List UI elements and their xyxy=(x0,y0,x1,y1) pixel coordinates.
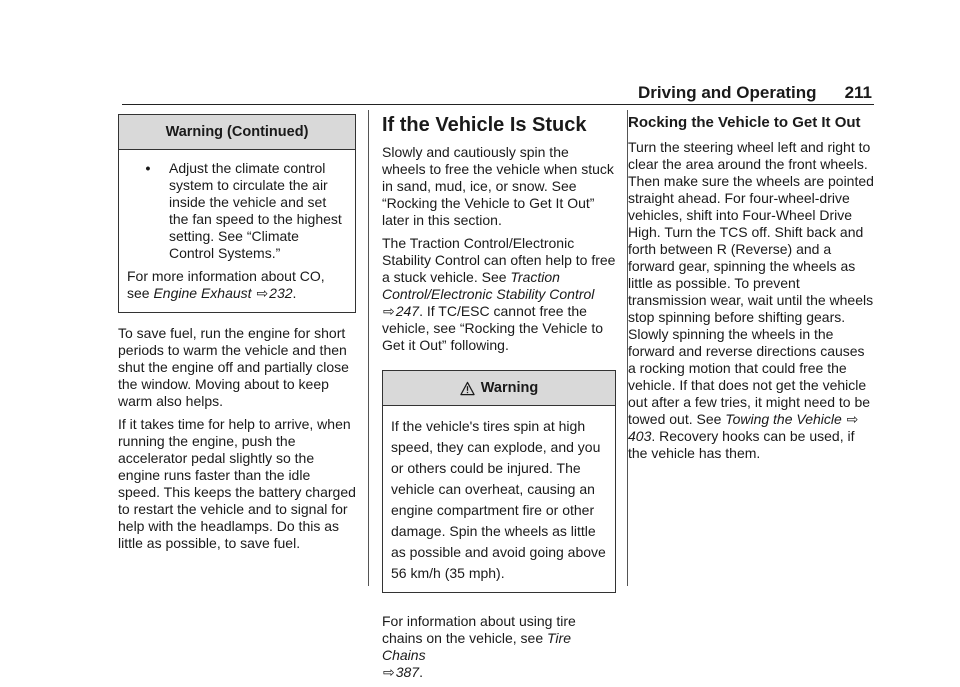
towing-vehicle-link[interactable]: Towing the Vehicle xyxy=(725,411,842,427)
spin-wheels-paragraph: Slowly and cautiously spin the wheels to free the vehicle when stuck in sand, mud, ice, or snow. See “Rocking the Vehicle to Get It Out” later in this section. xyxy=(382,144,614,228)
page-ref-arrow-icon: ⇨ xyxy=(383,664,395,680)
header-rule xyxy=(122,104,874,105)
section-heading-stuck: If the Vehicle Is Stuck xyxy=(382,114,587,136)
traction-control-link[interactable]: Traction Control/Electronic Stability Control xyxy=(382,269,595,302)
section-title: Driving and Operating xyxy=(638,83,817,102)
warning-bullet-item xyxy=(127,160,347,262)
towing-page-ref[interactable]: 403 xyxy=(628,428,652,444)
warning-continued-title: Warning (Continued) xyxy=(119,115,355,150)
rocking-paragraph: Turn the steering wheel left and right to clear the area around the front wheels. Then make sure the wheels are pointed straight ahead. For four-wheel-drive vehicles, shift into Four-Wheel Drive High. Turn the TCS off. Shift back and forth between R (Reverse) and a forward gear, spinning the wheels as little as possible. To prevent transmission wear, wait until the wheels stop spinning before shifting gears. Slowly spinning the wheels in the forward and reverse directions causes a rocking motion that could free the vehicle. If that does not get the vehicle out after a few tries, it might need to be towed out. See Towing the Vehicle ⇨403. Recovery hooks can be used, if the vehicle has them. xyxy=(628,139,874,461)
page-header xyxy=(630,82,872,104)
warning-continued-box xyxy=(118,114,356,313)
traction-page-ref[interactable]: 247 xyxy=(395,303,420,319)
warning-title xyxy=(383,371,615,406)
co-info-paragraph: For more information about CO, see Engine Exhaust ⇨232. xyxy=(127,268,325,301)
help-arrive-paragraph: If it takes time for help to arrive, when running the engine, push the accelerator pedal slightly so the engine runs faster than the idle speed. This keeps the battery charged to restart the vehicle and to signal for help with the headlamps. Do this as little as possible, to save fuel. xyxy=(118,416,356,551)
column-1 xyxy=(118,114,356,558)
column-2 xyxy=(382,114,616,687)
tire-chains-paragraph: For information about using tire chains on the vehicle, see Tire Chains ⇨387. xyxy=(382,613,576,680)
bullet-marker: • xyxy=(145,160,151,176)
column-divider-1 xyxy=(368,110,369,586)
warning-box xyxy=(382,370,616,593)
traction-control-paragraph: The Traction Control/Electronic Stability Control can often help to free a stuck vehicle. See Traction Control/Electronic Stability Control ⇨247. If TC/ESC cannot free the vehicle, see “Rocking the Vehicle to Get it Out” following. xyxy=(382,235,616,353)
section-heading-rocking: Rocking the Vehicle to Get It Out xyxy=(628,114,861,131)
warning-body: If the vehicle's tires spin at high speed, they can explode, and you or others could be injured. The vehicle can overheat, causing an engine compartment fire or other damage. Spin the wheels as little as possible and avoid going above 56 km/h (35 mph). xyxy=(391,418,606,581)
co-page-ref[interactable]: 232 xyxy=(269,285,293,301)
save-fuel-paragraph: To save fuel, run the engine for short periods to warm the vehicle and then shut the engine off and partially close the window. Moving about to keep warm also helps. xyxy=(118,325,349,409)
warning-title-text: Warning xyxy=(480,379,539,396)
tire-chains-page-ref[interactable]: 387 xyxy=(395,664,420,680)
page-number: 211 xyxy=(844,83,872,102)
page-ref-arrow-icon: ⇨ xyxy=(383,303,395,319)
page-ref-arrow-icon: ⇨ xyxy=(256,285,269,301)
page-ref-arrow-icon: ⇨ xyxy=(846,411,859,427)
engine-exhaust-link[interactable]: Engine Exhaust xyxy=(153,285,252,301)
bullet-text: Adjust the climate control system to circulate the air inside the vehicle and set the fan speed to the highest setting. See “Climate Control Systems.” xyxy=(169,160,342,261)
tire-chains-link[interactable]: Tire Chains xyxy=(382,630,571,663)
warning-triangle-icon xyxy=(460,381,475,396)
column-3 xyxy=(628,114,876,468)
warning-continued-body xyxy=(119,150,355,312)
